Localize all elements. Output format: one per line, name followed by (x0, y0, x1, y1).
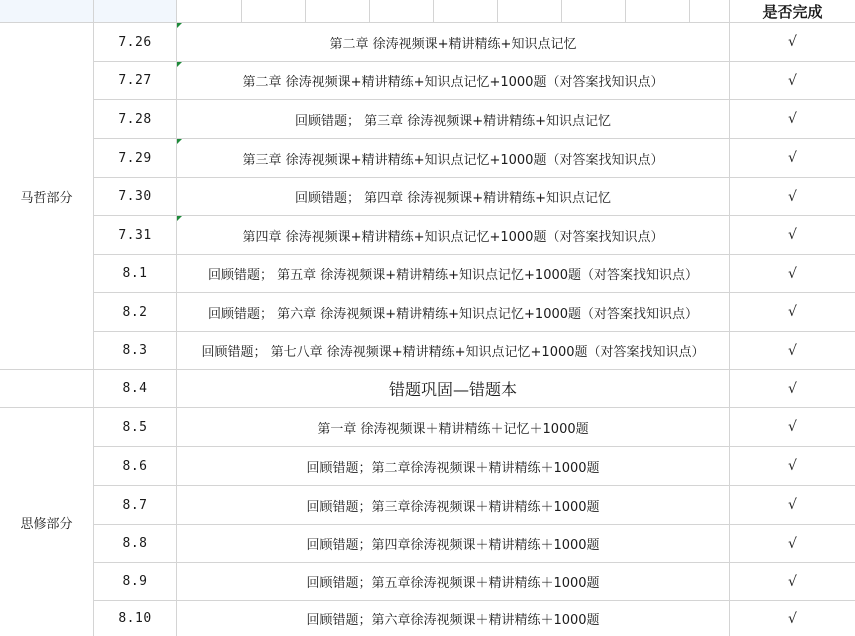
checkmark-icon: √ (788, 150, 797, 166)
date-value: 8.3 (122, 343, 148, 358)
table-row (0, 563, 855, 601)
table-row (0, 370, 855, 408)
checkmark-icon: √ (788, 111, 797, 127)
checkmark-icon: √ (788, 265, 797, 282)
date-cell[interactable] (94, 408, 177, 447)
task-cell[interactable] (177, 563, 730, 601)
task-cell[interactable] (177, 447, 730, 486)
checkmark-icon: √ (788, 573, 797, 590)
done-cell[interactable] (730, 23, 855, 62)
task-text: 第二章 徐涛视频课+精讲精练+知识点记忆+1000题（对答案找知识点） (242, 75, 664, 90)
checkmark-icon: √ (788, 342, 797, 359)
task-cell[interactable] (177, 139, 730, 178)
date-cell[interactable] (94, 23, 177, 62)
task-text: 回顾错题； 第三章 徐涛视频课+精讲精练+知识点记忆 (294, 113, 612, 129)
date-value: 8.4 (122, 381, 148, 396)
task-cell[interactable] (177, 408, 730, 447)
header-cell-done[interactable] (730, 0, 855, 23)
task-text: 回顾错题； 第五章 徐涛视频课+精讲精练+知识点记忆+1000题（对答案找知识点） (207, 268, 699, 283)
task-text: 错题巩固—错题本 (388, 380, 517, 399)
date-value: 8.9 (122, 574, 148, 589)
checkmark-icon: √ (788, 535, 797, 552)
table-row (0, 601, 855, 636)
table-row (0, 178, 855, 216)
task-text: 回顾错题；第三章徐涛视频课＋精讲精练＋1000题 (306, 499, 600, 515)
date-value: 8.1 (122, 266, 148, 281)
task-cell[interactable] (177, 178, 730, 216)
date-cell[interactable] (94, 255, 177, 293)
task-cell[interactable] (177, 216, 730, 255)
done-cell[interactable] (730, 332, 855, 370)
comment-marker-icon (177, 23, 182, 28)
date-value: 8.8 (122, 536, 148, 551)
task-text: 第四章 徐涛视频课+精讲精练+知识点记忆+1000题（对答案找知识点） (242, 229, 664, 245)
date-cell[interactable] (94, 100, 177, 139)
task-text: 回顾错题；第二章徐涛视频课＋精讲精练＋1000题 (306, 460, 600, 476)
task-text: 回顾错题； 第四章 徐涛视频课+精讲精练+知识点记忆 (294, 191, 612, 206)
section-label: 思修部分 (20, 516, 73, 532)
table-row (0, 447, 855, 486)
date-value: 7.30 (118, 189, 152, 204)
header-cell-date[interactable] (94, 0, 177, 23)
date-cell[interactable] (94, 139, 177, 178)
table-row (0, 62, 855, 100)
done-cell[interactable] (730, 62, 855, 100)
done-cell[interactable] (730, 139, 855, 178)
done-cell[interactable] (730, 216, 855, 255)
task-cell[interactable] (177, 100, 730, 139)
date-cell[interactable] (94, 525, 177, 563)
done-column-title: 是否完成 (762, 2, 823, 21)
date-cell[interactable] (94, 216, 177, 255)
done-cell[interactable] (730, 601, 855, 636)
table-row (0, 255, 855, 293)
header-cell-task[interactable] (177, 0, 730, 23)
date-value: 7.26 (118, 34, 152, 50)
checkmark-icon: √ (788, 72, 797, 89)
date-value: 8.10 (118, 611, 152, 626)
table-row (0, 23, 855, 62)
date-value: 8.7 (122, 497, 148, 513)
date-cell[interactable] (94, 332, 177, 370)
checkmark-icon: √ (788, 610, 797, 627)
date-value: 7.27 (118, 73, 152, 88)
date-value: 7.29 (118, 150, 152, 166)
done-cell[interactable] (730, 408, 855, 447)
checkmark-icon: √ (788, 419, 797, 435)
table-row (0, 525, 855, 563)
date-value: 7.28 (118, 111, 152, 127)
checkmark-icon: √ (788, 34, 797, 50)
checkmark-icon: √ (788, 227, 797, 243)
table-row (0, 486, 855, 525)
task-cell[interactable] (177, 62, 730, 100)
checkmark-icon: √ (788, 188, 797, 205)
date-cell[interactable] (94, 486, 177, 525)
task-cell[interactable] (177, 525, 730, 563)
date-value: 8.6 (122, 458, 148, 474)
comment-marker-icon (177, 139, 182, 144)
date-value: 7.31 (118, 227, 152, 243)
comment-marker-icon (177, 216, 182, 221)
done-cell[interactable] (730, 100, 855, 139)
checkmark-icon: √ (788, 380, 797, 397)
checkmark-icon: √ (788, 497, 797, 513)
date-cell[interactable] (94, 601, 177, 636)
date-value: 8.5 (122, 419, 148, 435)
task-text: 回顾错题；第五章徐涛视频课＋精讲精练＋1000题 (306, 576, 600, 591)
task-text: 第三章 徐涛视频课+精讲精练+知识点记忆+1000题（对答案找知识点） (242, 152, 664, 168)
done-cell[interactable] (730, 293, 855, 332)
date-cell[interactable] (94, 178, 177, 216)
table-row (0, 408, 855, 447)
date-cell[interactable] (94, 370, 177, 408)
date-cell[interactable] (94, 293, 177, 332)
date-cell[interactable] (94, 563, 177, 601)
done-cell[interactable] (730, 525, 855, 563)
table-row (0, 216, 855, 255)
header-row (0, 0, 855, 23)
checkmark-icon: √ (788, 304, 797, 320)
done-cell[interactable] (730, 486, 855, 525)
section-label: 马哲部分 (20, 190, 73, 206)
date-cell[interactable] (94, 447, 177, 486)
done-cell[interactable] (730, 447, 855, 486)
task-text: 回顾错题； 第七八章 徐涛视频课+精讲精练+知识点记忆+1000题（对答案找知识点） (201, 345, 705, 360)
task-text: 回顾错题；第六章徐涛视频课＋精讲精练＋1000题 (306, 613, 600, 628)
table-row (0, 293, 855, 332)
task-cell[interactable] (177, 23, 730, 62)
task-cell[interactable] (177, 332, 730, 370)
task-cell[interactable] (177, 293, 730, 332)
table-row (0, 332, 855, 370)
task-cell[interactable] (177, 370, 730, 408)
done-cell[interactable] (730, 563, 855, 601)
task-text: 第二章 徐涛视频课+精讲精练+知识点记忆 (329, 36, 577, 52)
table-row (0, 139, 855, 178)
done-cell[interactable] (730, 255, 855, 293)
comment-marker-icon (177, 62, 182, 67)
task-cell[interactable] (177, 486, 730, 525)
task-text: 回顾错题； 第六章 徐涛视频课+精讲精练+知识点记忆+1000题（对答案找知识点） (207, 306, 699, 322)
done-cell[interactable] (730, 178, 855, 216)
date-cell[interactable] (94, 62, 177, 100)
done-cell[interactable] (730, 370, 855, 408)
checkmark-icon: √ (788, 458, 797, 474)
task-cell[interactable] (177, 255, 730, 293)
task-cell[interactable] (177, 601, 730, 636)
header-cell-section[interactable] (0, 0, 94, 23)
date-value: 8.2 (122, 304, 148, 320)
task-text: 第一章 徐涛视频课＋精讲精练＋记忆＋1000题 (317, 421, 589, 437)
table-row (0, 100, 855, 139)
task-text: 回顾错题；第四章徐涛视频课＋精讲精练＋1000题 (306, 538, 600, 553)
